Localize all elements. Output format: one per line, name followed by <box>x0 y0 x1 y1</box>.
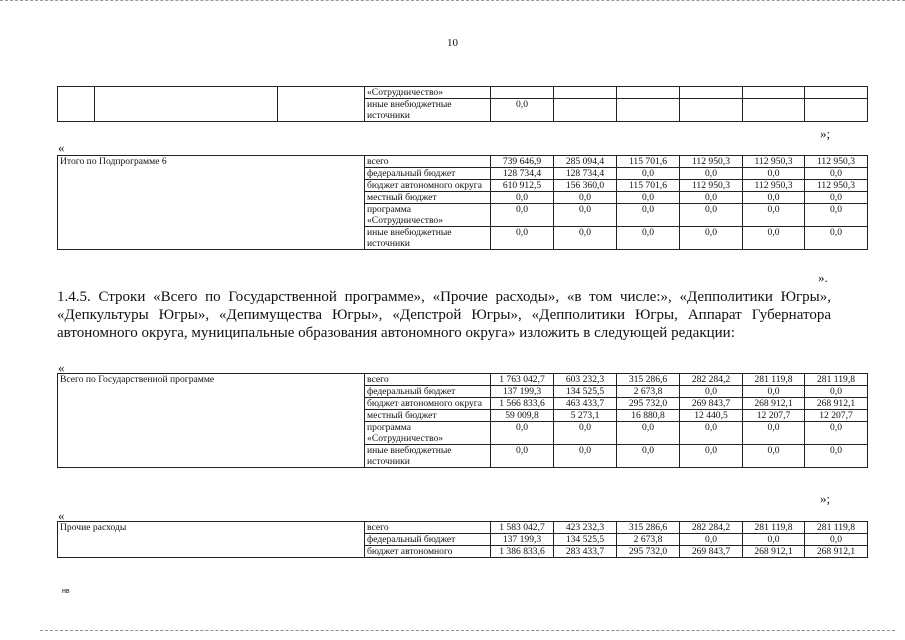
funding-source-label: иные внебюджетные источники <box>365 227 491 250</box>
amount-cell: 269 843,7 <box>680 398 743 410</box>
amount-cell: 0,0 <box>805 204 868 227</box>
amount-cell <box>805 99 868 122</box>
amount-cell: 0,0 <box>805 445 868 468</box>
amount-cell <box>743 99 805 122</box>
amount-cell: 5 273,1 <box>554 410 617 422</box>
amount-cell: 269 843,7 <box>680 546 743 558</box>
footer-mark: нв <box>62 588 70 595</box>
amount-cell <box>617 87 680 99</box>
amount-cell: 0,0 <box>743 227 805 250</box>
amount-cell: 112 950,3 <box>743 156 805 168</box>
amount-cell: 295 732,0 <box>617 546 680 558</box>
amount-cell: 0,0 <box>617 168 680 180</box>
amount-cell: 128 734,4 <box>554 168 617 180</box>
amount-cell: 0,0 <box>554 422 617 445</box>
amount-cell: 463 433,7 <box>554 398 617 410</box>
amount-cell: 282 284,2 <box>680 374 743 386</box>
continued-table <box>57 86 868 122</box>
funding-source-label: местный бюджет <box>365 410 491 422</box>
amount-cell: 0,0 <box>554 227 617 250</box>
amount-cell: 0,0 <box>617 445 680 468</box>
funding-source-label: «Сотрудничество» <box>365 87 491 99</box>
amount-cell: 112 950,3 <box>743 180 805 192</box>
amount-cell: 0,0 <box>680 445 743 468</box>
amount-cell: 423 232,3 <box>554 522 617 534</box>
scan-top-edge <box>0 0 905 4</box>
amount-cell: 0,0 <box>743 445 805 468</box>
amount-cell: 1 386 833,6 <box>491 546 554 558</box>
amount-cell: 12 207,7 <box>743 410 805 422</box>
amount-cell: 315 286,6 <box>617 522 680 534</box>
amount-cell: 0,0 <box>680 204 743 227</box>
amount-cell: 603 232,3 <box>554 374 617 386</box>
funding-source-label: программа «Сотрудничество» <box>365 422 491 445</box>
amendment-paragraph: 1.4.5. Строки «Всего по Государственной программе», «Прочие расходы», «в том числе:», «Депполитики Югры», «Депкультуры Югры», «Депимущества Югры», «Депстрой Югры», «Депполитики Югры, Аппарат Губернатора автономного округа, муниципальные образования автономного округа» изложить в следующей редакции: <box>57 289 831 341</box>
amount-cell: 281 119,8 <box>743 374 805 386</box>
table-row <box>58 522 868 534</box>
opening-quote: « <box>58 140 65 155</box>
funding-source-label: федеральный бюджет <box>365 534 491 546</box>
funding-source-label: иные внебюджетные источники <box>365 99 491 122</box>
empty-cell <box>95 87 278 122</box>
amount-cell <box>491 87 554 99</box>
amount-cell: 1 583 042,7 <box>491 522 554 534</box>
opening-quote: « <box>58 360 65 375</box>
funding-source-label: федеральный бюджет <box>365 168 491 180</box>
amount-cell: 0,0 <box>805 192 868 204</box>
amount-cell: 0,0 <box>617 422 680 445</box>
row-group-title: Всего по Государственной программе <box>58 374 365 468</box>
amount-cell: 268 912,1 <box>805 398 868 410</box>
funding-source-label: бюджет автономного округа <box>365 398 491 410</box>
amount-cell <box>743 87 805 99</box>
amount-cell: 0,0 <box>491 445 554 468</box>
amount-cell: 0,0 <box>491 422 554 445</box>
funding-source-label: программа «Сотрудничество» <box>365 204 491 227</box>
amount-cell: 134 525,5 <box>554 534 617 546</box>
scan-bottom-edge <box>40 630 895 631</box>
amount-cell: 0,0 <box>617 192 680 204</box>
amount-cell: 2 673,8 <box>617 534 680 546</box>
amount-cell: 0,0 <box>805 386 868 398</box>
amount-cell: 59 009,8 <box>491 410 554 422</box>
page-number: 10 <box>447 37 458 49</box>
amount-cell: 0,0 <box>743 422 805 445</box>
table-row <box>58 374 868 386</box>
amount-cell: 0,0 <box>680 422 743 445</box>
opening-quote: « <box>58 508 65 523</box>
state-program-total-table <box>57 373 868 468</box>
funding-source-label: всего <box>365 374 491 386</box>
amount-cell: 0,0 <box>554 192 617 204</box>
empty-cell <box>278 87 365 122</box>
amount-cell: 283 433,7 <box>554 546 617 558</box>
amount-cell: 0,0 <box>491 192 554 204</box>
amount-cell: 0,0 <box>805 534 868 546</box>
amount-cell: 0,0 <box>743 168 805 180</box>
amount-cell: 137 199,3 <box>491 534 554 546</box>
amount-cell: 281 119,8 <box>743 522 805 534</box>
amount-cell: 268 912,1 <box>805 546 868 558</box>
amount-cell: 12 207,7 <box>805 410 868 422</box>
amount-cell: 112 950,3 <box>805 156 868 168</box>
table-row <box>58 87 868 99</box>
amount-cell: 1 763 042,7 <box>491 374 554 386</box>
amount-cell: 285 094,4 <box>554 156 617 168</box>
amount-cell <box>680 99 743 122</box>
amount-cell: 0,0 <box>554 445 617 468</box>
closing-quote-period: ». <box>818 270 828 285</box>
amount-cell: 282 284,2 <box>680 522 743 534</box>
amount-cell: 12 440,5 <box>680 410 743 422</box>
closing-quote-semicolon: »; <box>820 491 831 506</box>
amount-cell: 295 732,0 <box>617 398 680 410</box>
amount-cell: 0,0 <box>491 99 554 122</box>
amount-cell: 739 646,9 <box>491 156 554 168</box>
amount-cell: 2 673,8 <box>617 386 680 398</box>
amount-cell: 134 525,5 <box>554 386 617 398</box>
amount-cell: 0,0 <box>743 386 805 398</box>
amount-cell <box>805 87 868 99</box>
amount-cell: 0,0 <box>680 168 743 180</box>
amount-cell: 0,0 <box>680 192 743 204</box>
amount-cell: 0,0 <box>743 204 805 227</box>
amount-cell: 0,0 <box>680 227 743 250</box>
amount-cell <box>680 87 743 99</box>
amount-cell: 112 950,3 <box>680 156 743 168</box>
funding-source-label: федеральный бюджет <box>365 386 491 398</box>
amount-cell: 112 950,3 <box>805 180 868 192</box>
funding-source-label: бюджет автономного <box>365 546 491 558</box>
row-group-title: Итого по Подпрограмме 6 <box>58 156 365 250</box>
amount-cell <box>554 87 617 99</box>
amount-cell: 156 360,0 <box>554 180 617 192</box>
amount-cell: 281 119,8 <box>805 374 868 386</box>
amount-cell: 0,0 <box>680 386 743 398</box>
amount-cell: 0,0 <box>554 204 617 227</box>
empty-cell <box>58 87 95 122</box>
table-row <box>58 156 868 168</box>
amount-cell: 0,0 <box>743 534 805 546</box>
amount-cell: 268 912,1 <box>743 546 805 558</box>
funding-source-label: всего <box>365 522 491 534</box>
funding-source-label: иные внебюджетные источники <box>365 445 491 468</box>
amount-cell: 0,0 <box>491 227 554 250</box>
amount-cell: 112 950,3 <box>680 180 743 192</box>
amount-cell: 115 701,6 <box>617 180 680 192</box>
amount-cell: 137 199,3 <box>491 386 554 398</box>
amount-cell: 610 912,5 <box>491 180 554 192</box>
amount-cell: 1 566 833,6 <box>491 398 554 410</box>
amount-cell: 0,0 <box>805 168 868 180</box>
closing-quote-semicolon: »; <box>820 126 831 141</box>
funding-source-label: всего <box>365 156 491 168</box>
amount-cell: 128 734,4 <box>491 168 554 180</box>
amount-cell: 0,0 <box>805 422 868 445</box>
amount-cell <box>617 99 680 122</box>
amount-cell: 115 701,6 <box>617 156 680 168</box>
amount-cell <box>554 99 617 122</box>
amount-cell: 0,0 <box>617 204 680 227</box>
amount-cell: 0,0 <box>491 204 554 227</box>
row-group-title: Прочие расходы <box>58 522 365 558</box>
funding-source-label: бюджет автономного округа <box>365 180 491 192</box>
subprogram-6-table <box>57 155 868 250</box>
amount-cell: 268 912,1 <box>743 398 805 410</box>
funding-source-label: местный бюджет <box>365 192 491 204</box>
amount-cell: 0,0 <box>680 534 743 546</box>
amount-cell: 0,0 <box>805 227 868 250</box>
amount-cell: 0,0 <box>743 192 805 204</box>
other-expenses-table <box>57 521 868 558</box>
amount-cell: 0,0 <box>617 227 680 250</box>
amount-cell: 16 880,8 <box>617 410 680 422</box>
amount-cell: 281 119,8 <box>805 522 868 534</box>
amount-cell: 315 286,6 <box>617 374 680 386</box>
